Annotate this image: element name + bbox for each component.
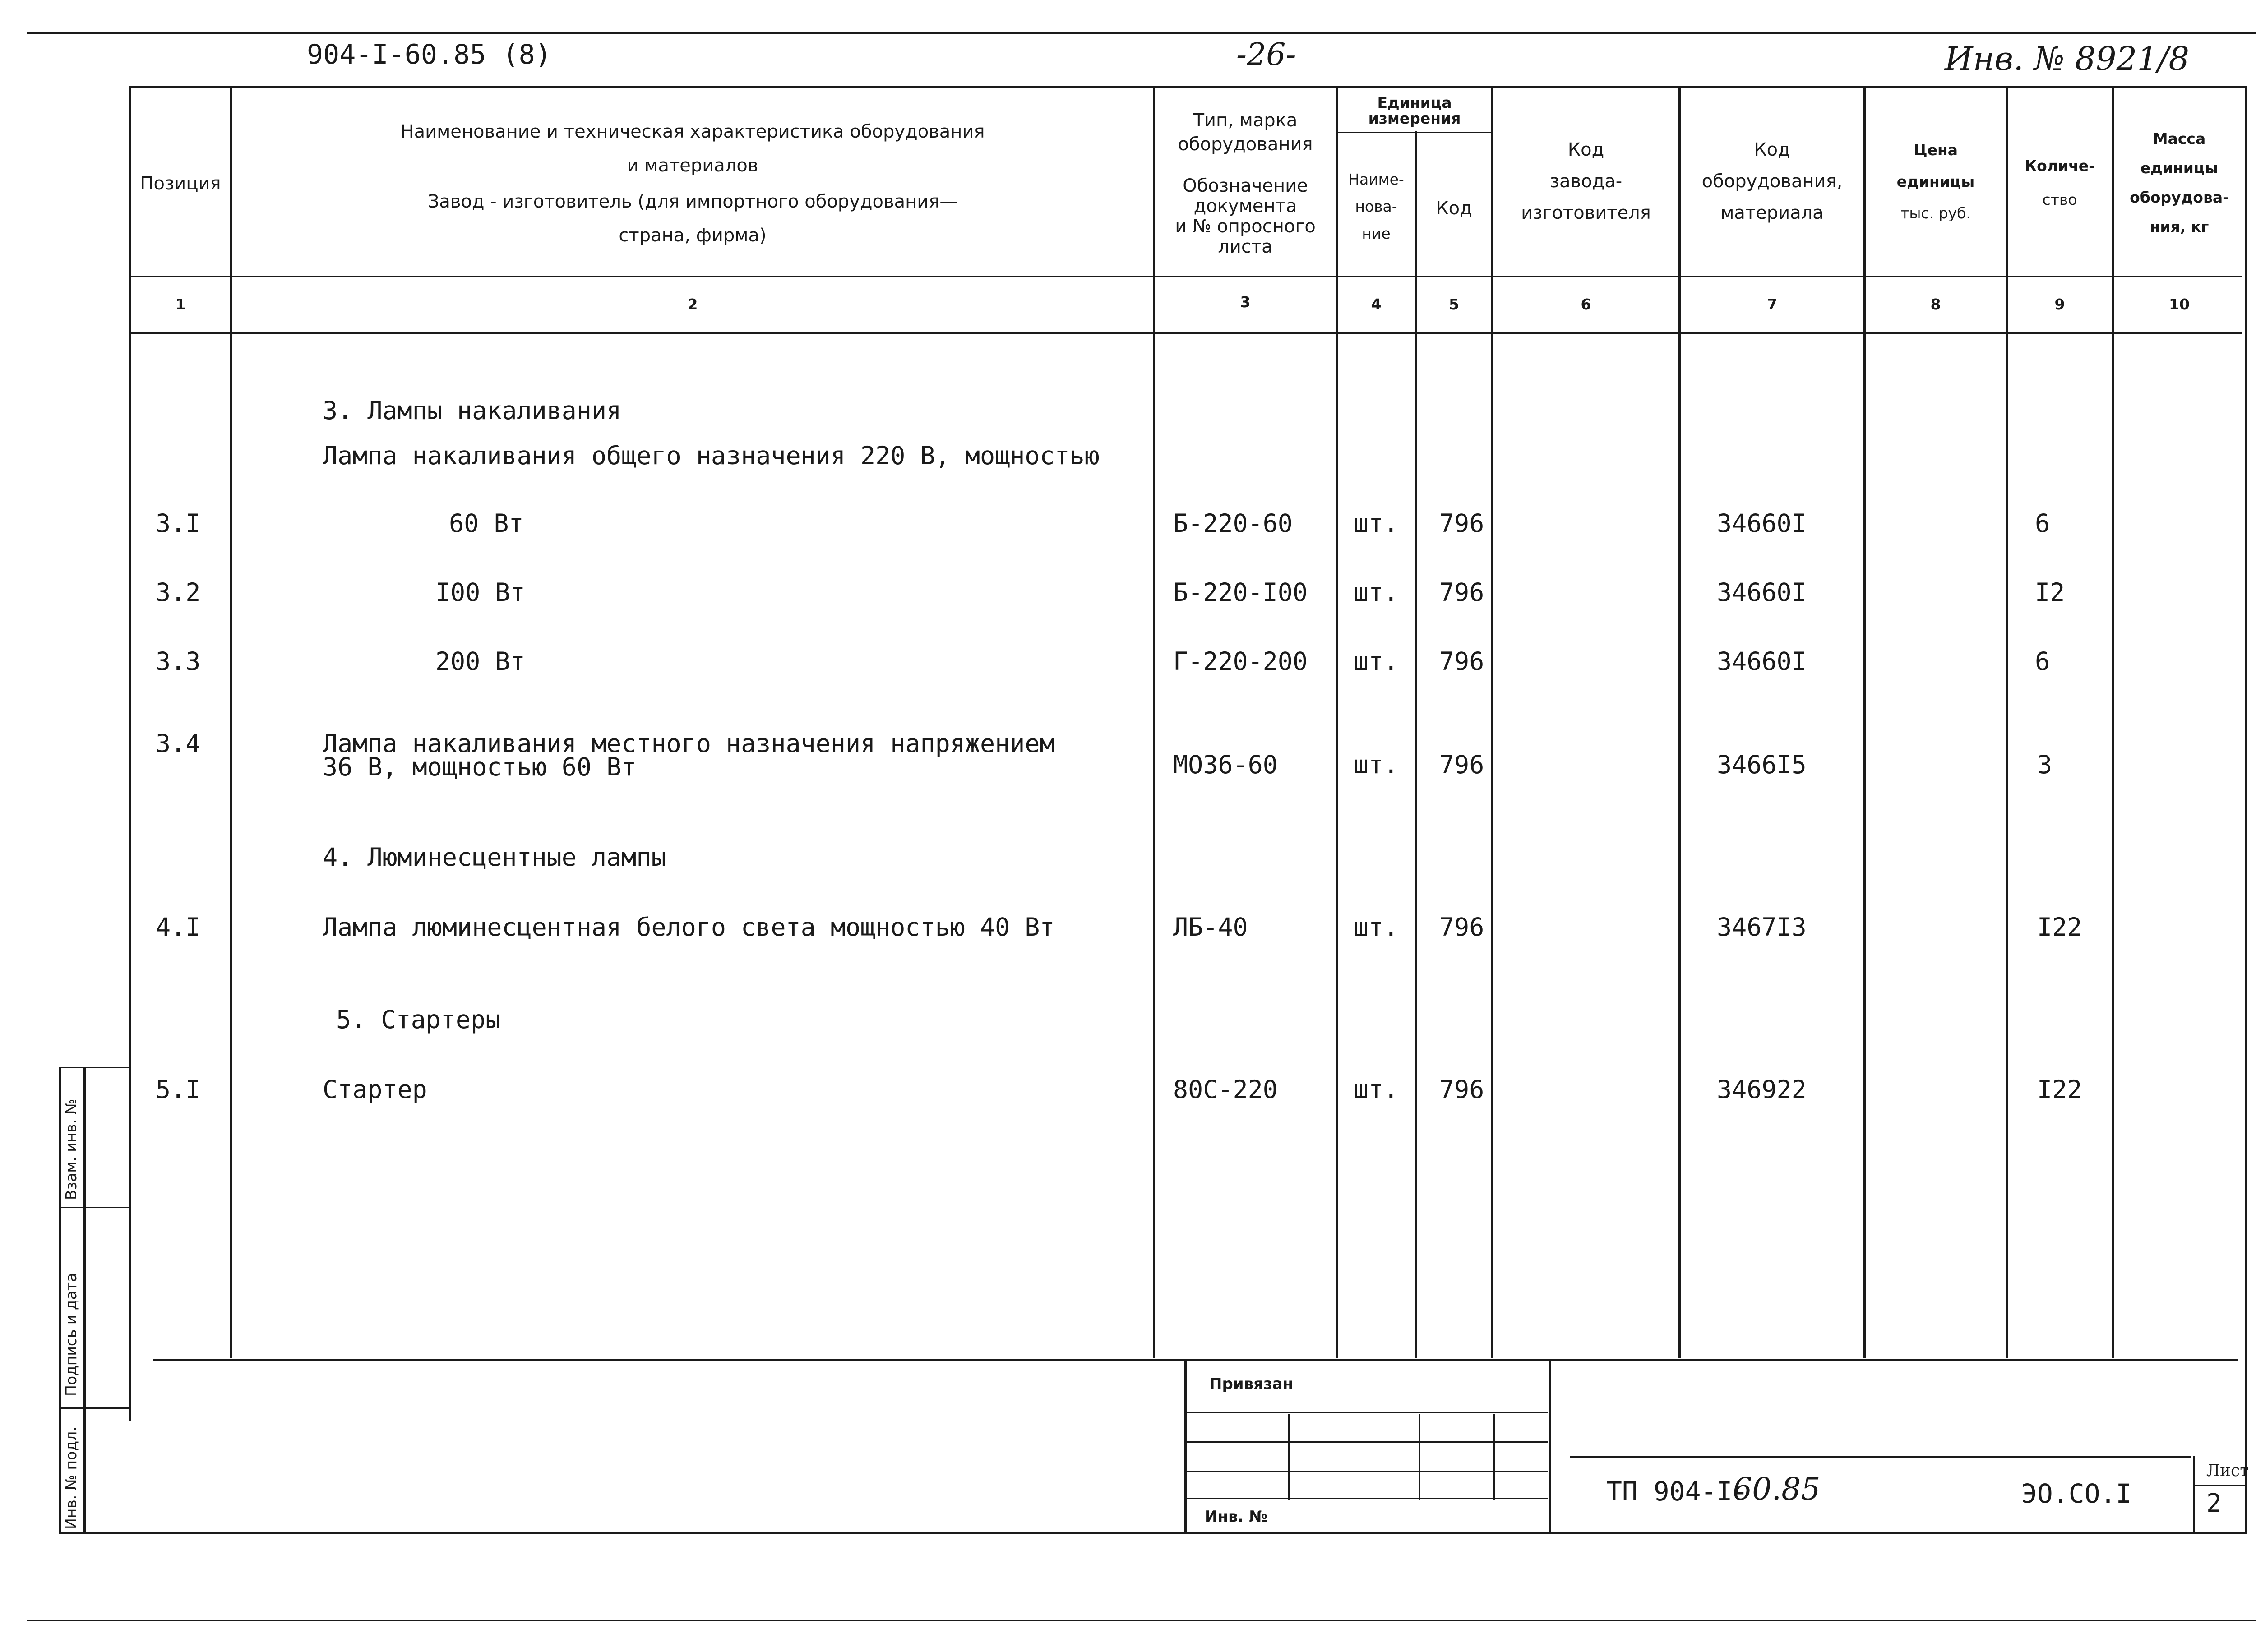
row-3-3-unit-code: 796 (1439, 647, 1484, 676)
header-material-code-line1: Код (1754, 139, 1790, 160)
row-3-4-position: 3.4 (156, 729, 201, 758)
col-number-5: 5 (1449, 295, 1459, 313)
doc-designation-prefix: ТП 904-I- (1606, 1476, 1748, 1507)
doc-code: 904-I-60.85 (8) (307, 39, 551, 70)
row-3-4-type: МО36-60 (1173, 750, 1278, 779)
row-3-4-unit: шт. (1354, 750, 1399, 779)
header-mass-line2: единицы (2140, 159, 2219, 177)
row-5-1-quantity: I22 (2037, 1075, 2082, 1104)
row-3-3-name: 200 Вт (435, 647, 525, 676)
stamp-box-left (1184, 1359, 1187, 1532)
row-3-3-unit: шт. (1354, 647, 1399, 676)
header-type-line2: оборудования (1178, 134, 1313, 155)
header-type-line3: Обозначение (1183, 175, 1308, 196)
col-number-2: 2 (687, 295, 698, 313)
side-stamp-podpis: Подпись и дата (62, 1273, 80, 1396)
row-3-1-material-code: 34660I (1717, 509, 1807, 538)
side-stamp-inv-podl: Инв. № подл. (62, 1426, 80, 1529)
header-position: Позиция (140, 173, 221, 194)
row-3-3-type: Г-220-200 (1173, 647, 1308, 676)
sheet-box-left (2193, 1456, 2195, 1532)
side-stamp-vzam: Взам. инв. № (62, 1098, 80, 1200)
col-number-4: 4 (1371, 295, 1382, 313)
row-4-1-material-code: 3467I3 (1717, 913, 1807, 941)
page-bottom-edge (27, 1620, 2256, 1621)
side-stamp-left (59, 1067, 61, 1534)
row-3-2-unit-code: 796 (1439, 578, 1484, 607)
header-mass-line1: Масса (2153, 130, 2206, 148)
stamp-col-3 (1493, 1414, 1495, 1500)
row-3-4-material-code: 3466I5 (1717, 750, 1807, 779)
header-name-line2: и материалов (627, 155, 758, 176)
header-material-code-line2: оборудования, (1701, 171, 1843, 192)
header-qty-line2: ство (2042, 191, 2077, 208)
section-3-subtitle: Лампа накаливания общего назначения 220 В, мощностью (323, 441, 1100, 470)
row-3-2-position: 3.2 (156, 578, 201, 607)
header-type-line5: и № опросного (1175, 216, 1316, 237)
row-4-1-position: 4.I (156, 913, 201, 941)
row-3-2-material-code: 34660I (1717, 578, 1807, 607)
designation-top-line (1570, 1456, 2191, 1458)
row-3-4-unit-code: 796 (1439, 750, 1484, 779)
inventory-number: Инв. № 8921/8 (1945, 40, 2190, 78)
top-rule (27, 32, 2256, 34)
col-number-3: 3 (1240, 293, 1251, 311)
header-type-line4: документа (1193, 196, 1297, 217)
col-number-6: 6 (1581, 295, 1591, 313)
row-3-3-material-code: 34660I (1717, 647, 1807, 676)
row-3-3-quantity: 6 (2035, 647, 2050, 676)
row-3-3-position: 3.3 (156, 647, 201, 676)
header-factory-code-line1: Код (1567, 139, 1604, 160)
side-stamp-mid (83, 1067, 86, 1534)
stamp-line-1 (1187, 1412, 1548, 1413)
row-3-2-type: Б-220-I00 (1173, 578, 1308, 607)
row-3-4-name-line2: 36 В, мощностью 60 Вт (323, 752, 637, 781)
row-4-1-name: Лампа люминесцентная белого света мощностью 40 Вт (323, 913, 1055, 941)
row-3-1-unit: шт. (1354, 509, 1399, 538)
row-3-1-name: 60 Вт (449, 509, 524, 538)
frame-right-line (2245, 86, 2247, 1534)
header-name-line1: Наименование и техническая характеристика оборудования (400, 121, 985, 142)
col-number-9: 9 (2054, 295, 2065, 313)
row-5-1-unit: шт. (1354, 1075, 1399, 1104)
col-number-7: 7 (1767, 295, 1777, 313)
header-unit-name-line2: нова- (1355, 198, 1397, 215)
section-5-title: 5. Стартеры (336, 1005, 501, 1034)
header-unit-group-line2: измерения (1368, 110, 1461, 127)
side-stamp-divider-1 (59, 1207, 129, 1208)
header-type-line6: листа (1218, 236, 1273, 257)
header-mass-line3: оборудова- (2130, 189, 2229, 206)
col-number-1: 1 (175, 295, 186, 313)
header-unit-name-line3: ние (1362, 225, 1391, 242)
header-type-line1: Тип, марка (1193, 110, 1298, 131)
stamp-privyazan: Привязан (1209, 1375, 1294, 1393)
row-3-1-unit-code: 796 (1439, 509, 1484, 538)
col-number-8: 8 (1930, 295, 1941, 313)
side-stamp-divider-2 (59, 1407, 129, 1409)
header-name-line4: страна, фирма) (619, 225, 767, 246)
row-5-1-name: Стартер (323, 1075, 427, 1104)
stamp-box-right (1549, 1359, 1551, 1532)
numbers-bottom-line (131, 332, 2242, 334)
row-5-1-type: 80С-220 (1173, 1075, 1278, 1104)
row-4-1-type: ЛБ-40 (1173, 913, 1248, 941)
row-4-1-quantity: I22 (2037, 913, 2082, 941)
row-4-1-unit-code: 796 (1439, 913, 1484, 941)
header-factory-code-line2: завода- (1549, 171, 1623, 192)
header-material-code-line3: материала (1720, 203, 1824, 223)
row-3-4-quantity: 3 (2037, 750, 2053, 779)
row-3-2-unit: шт. (1354, 578, 1399, 607)
page-number: -26- (1236, 37, 1296, 73)
sheet-number: 2 (2206, 1489, 2222, 1518)
stamp-col-1 (1288, 1414, 1290, 1500)
sheet-label: Лист (2206, 1462, 2249, 1480)
stamp-col-2 (1419, 1414, 1420, 1500)
stamp-inv-no: Инв. № (1205, 1508, 1268, 1526)
header-price-line2: единицы (1896, 173, 1975, 190)
header-bottom-line (131, 276, 2242, 277)
frame-left-line (129, 86, 131, 1421)
section-4-title: 4. Люминесцентные лампы (323, 843, 666, 872)
header-unit-code: Код (1436, 198, 1472, 219)
table-bottom-line (153, 1359, 2238, 1361)
row-3-1-quantity: 6 (2035, 509, 2050, 538)
row-3-2-name: I00 Вт (435, 578, 525, 607)
col-number-10: 10 (2169, 295, 2190, 313)
unit-group-line (1336, 132, 1491, 133)
row-5-1-unit-code: 796 (1439, 1075, 1484, 1104)
side-stamp-top (59, 1067, 129, 1068)
sheet-code: ЭО.СО.I (2021, 1478, 2132, 1509)
header-top-line (129, 86, 2247, 88)
row-4-1-unit: шт. (1354, 913, 1399, 941)
section-3-title: 3. Лампы накаливания (323, 396, 622, 425)
row-5-1-position: 5.I (156, 1075, 201, 1104)
row-3-1-position: 3.I (156, 509, 201, 538)
row-3-1-type: Б-220-60 (1173, 509, 1293, 538)
row-5-1-material-code: 346922 (1717, 1075, 1807, 1104)
sheet-box-divider (2195, 1485, 2245, 1486)
header-price-line3: тыс. руб. (1900, 204, 1971, 222)
row-3-2-quantity: I2 (2035, 578, 2065, 607)
header-mass-line4: ния, кг (2150, 218, 2209, 235)
header-price-line1: Цена (1913, 141, 1958, 159)
col-divider-4 (1415, 131, 1417, 1358)
header-factory-code-line3: изготовителя (1521, 203, 1651, 223)
header-unit-group-line1: Единица (1377, 94, 1452, 111)
row-3-4-name-line1: Лампа накаливания местного назначения напряжением (323, 729, 1055, 758)
frame-bottom-line (59, 1532, 2247, 1534)
header-qty-line1: Количе- (2025, 157, 2095, 175)
header-unit-name-line1: Наиме- (1348, 171, 1404, 188)
doc-designation-number: 60.85 (1733, 1472, 1821, 1507)
header-name-line3: Завод - изготовитель (для импортного оборудования— (427, 191, 958, 212)
